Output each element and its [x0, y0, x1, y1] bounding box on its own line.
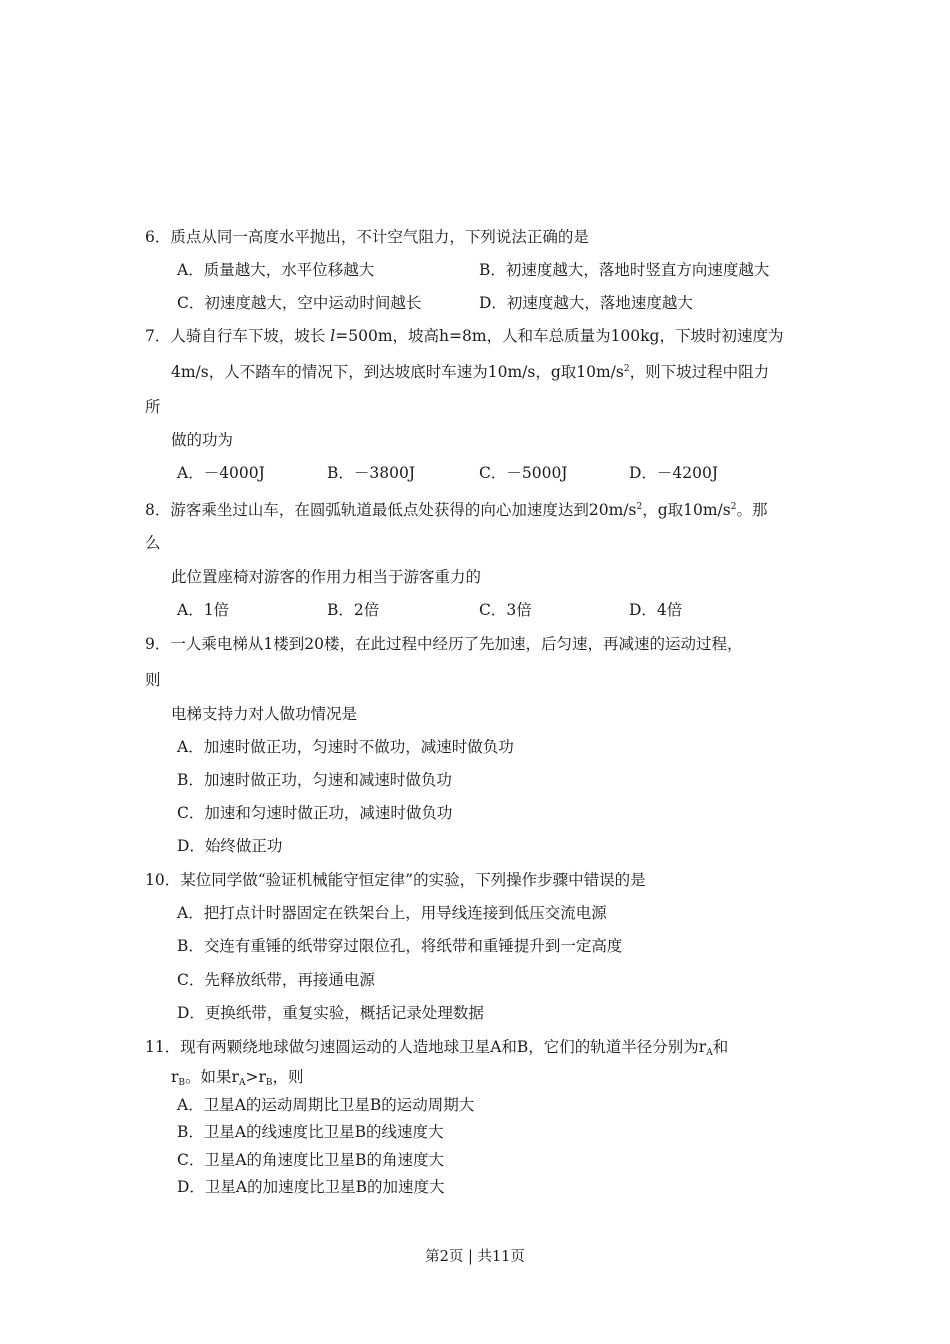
- q11-line1: [145, 1037, 728, 1063]
- q10-option-b: B．交连有重锤的纸带穿过限位孔，将纸带和重锤提升到一定高度: [177, 937, 623, 955]
- q9-option-b: B．加速时做正功，匀速和减速时做负功: [177, 771, 452, 789]
- q11-subscript-b1: B: [178, 1078, 186, 1088]
- q7-line1: [145, 326, 783, 346]
- q11-line1-post: 和: [712, 1038, 729, 1056]
- q8-exponent-1: 2: [636, 502, 643, 512]
- q7-option-c: C．－5000J: [479, 464, 568, 482]
- q7-exponent: 2: [623, 364, 630, 374]
- q11-line2: [171, 1067, 304, 1093]
- q7-line1-post: =500m，坡高h=8m，人和车总质量为100kg，下坡时初速度为: [335, 327, 784, 345]
- q11-r1: r: [171, 1068, 179, 1086]
- q11-subscript-b2: B: [265, 1078, 273, 1088]
- q11-line1-pre: 11．现有两颗绕地球做匀速圆运动的人造地球卫星A和B，它们的轨道半径分别为r: [145, 1038, 707, 1056]
- q7-line2-pre: 4m/s，人不踏车的情况下，到达坡底时车速为10m/s，g取10m/s: [171, 363, 624, 381]
- q8-line1: [145, 497, 767, 520]
- q11-line2-mid: 。如果r: [185, 1068, 239, 1086]
- q9-line3: 电梯支持力对人做功情况是: [171, 705, 358, 723]
- q10-option-d: D．更换纸带，重复实验，概括记录处理数据: [177, 1004, 484, 1022]
- q9-option-c: C．加速和匀速时做正功，减速时做负功: [177, 804, 453, 822]
- q11-option-d: D．卫星A的加速度比卫星B的加速度大: [177, 1178, 445, 1196]
- q7-line1-pre: 7．人骑自行车下坡，坡长: [145, 327, 331, 345]
- q10-stem: 10．某位同学做“验证机械能守恒定律”的实验，下列操作步骤中错误的是: [145, 871, 646, 889]
- q7-option-a: A．－4000J: [177, 464, 265, 482]
- q7-length-symbol: l: [330, 327, 336, 345]
- q8-exponent-2: 2: [730, 502, 737, 512]
- q8-option-a: A．1倍: [177, 601, 230, 619]
- q11-option-b: B．卫星A的线速度比卫星B的线速度大: [177, 1123, 444, 1141]
- q7-line2-post: ，则下坡过程中阻力: [629, 363, 770, 381]
- q9-line2: 则: [145, 671, 161, 689]
- q7-line3: 所: [145, 398, 161, 416]
- q8-line2: 么: [145, 534, 161, 552]
- q11-line2-gt: >r: [245, 1068, 266, 1086]
- q7-line4: 做的功为: [171, 431, 234, 449]
- q9-option-a: A．加速时做正功，匀速时不做功，减速时做负功: [177, 738, 514, 756]
- q8-option-c: C．3倍: [479, 601, 532, 619]
- q6-option-b: B．初速度越大，落地时竖直方向速度越大: [479, 261, 770, 279]
- q9-option-d: D．始终做正功: [177, 837, 283, 855]
- q11-subscript-a: A: [706, 1048, 713, 1058]
- q8-option-b: B．2倍: [327, 601, 380, 619]
- q6-stem: 6．质点从同一高度水平抛出，不计空气阻力，下列说法正确的是: [145, 228, 589, 246]
- q8-option-d: D．4倍: [629, 601, 683, 619]
- q9-line1: 9．一人乘电梯从1楼到20楼，在此过程中经历了先加速，后匀速，再减速的运动过程，: [145, 635, 743, 653]
- q8-line3: 此位置座椅对游客的作用力相当于游客重力的: [171, 568, 482, 586]
- q7-option-d: D．－4200J: [629, 464, 719, 482]
- q7-option-b: B．－3800J: [327, 464, 416, 482]
- q11-option-c: C．卫星A的角速度比卫星B的角速度大: [177, 1151, 444, 1169]
- q11-subscript-a2: A: [238, 1078, 246, 1088]
- q6-option-a: A．质量越大，水平位移越大: [177, 261, 375, 279]
- q8-line1-pre: 8．游客乘坐过山车，在圆弧轨道最低点处获得的向心加速度达到20m/s: [145, 501, 637, 519]
- page-footer: 第2页 | 共11页: [425, 1249, 525, 1265]
- q10-option-a: A．把打点计时器固定在铁架台上，用导线连接到低压交流电源: [177, 904, 607, 922]
- q11-option-a: A．卫星A的运动周期比卫星B的运动周期大: [177, 1096, 475, 1114]
- q11-line2-post: ，则: [272, 1068, 304, 1086]
- q6-option-d: D．初速度越大，落地速度越大: [479, 294, 693, 312]
- q8-line1-mid: ，g取10m/s: [642, 501, 731, 519]
- q7-line2: [171, 359, 769, 382]
- q10-option-c: C．先释放纸带，再接通电源: [177, 971, 375, 989]
- q6-option-c: C．初速度越大，空中运动时间越长: [177, 294, 422, 312]
- q8-line1-post: 。那: [736, 501, 768, 519]
